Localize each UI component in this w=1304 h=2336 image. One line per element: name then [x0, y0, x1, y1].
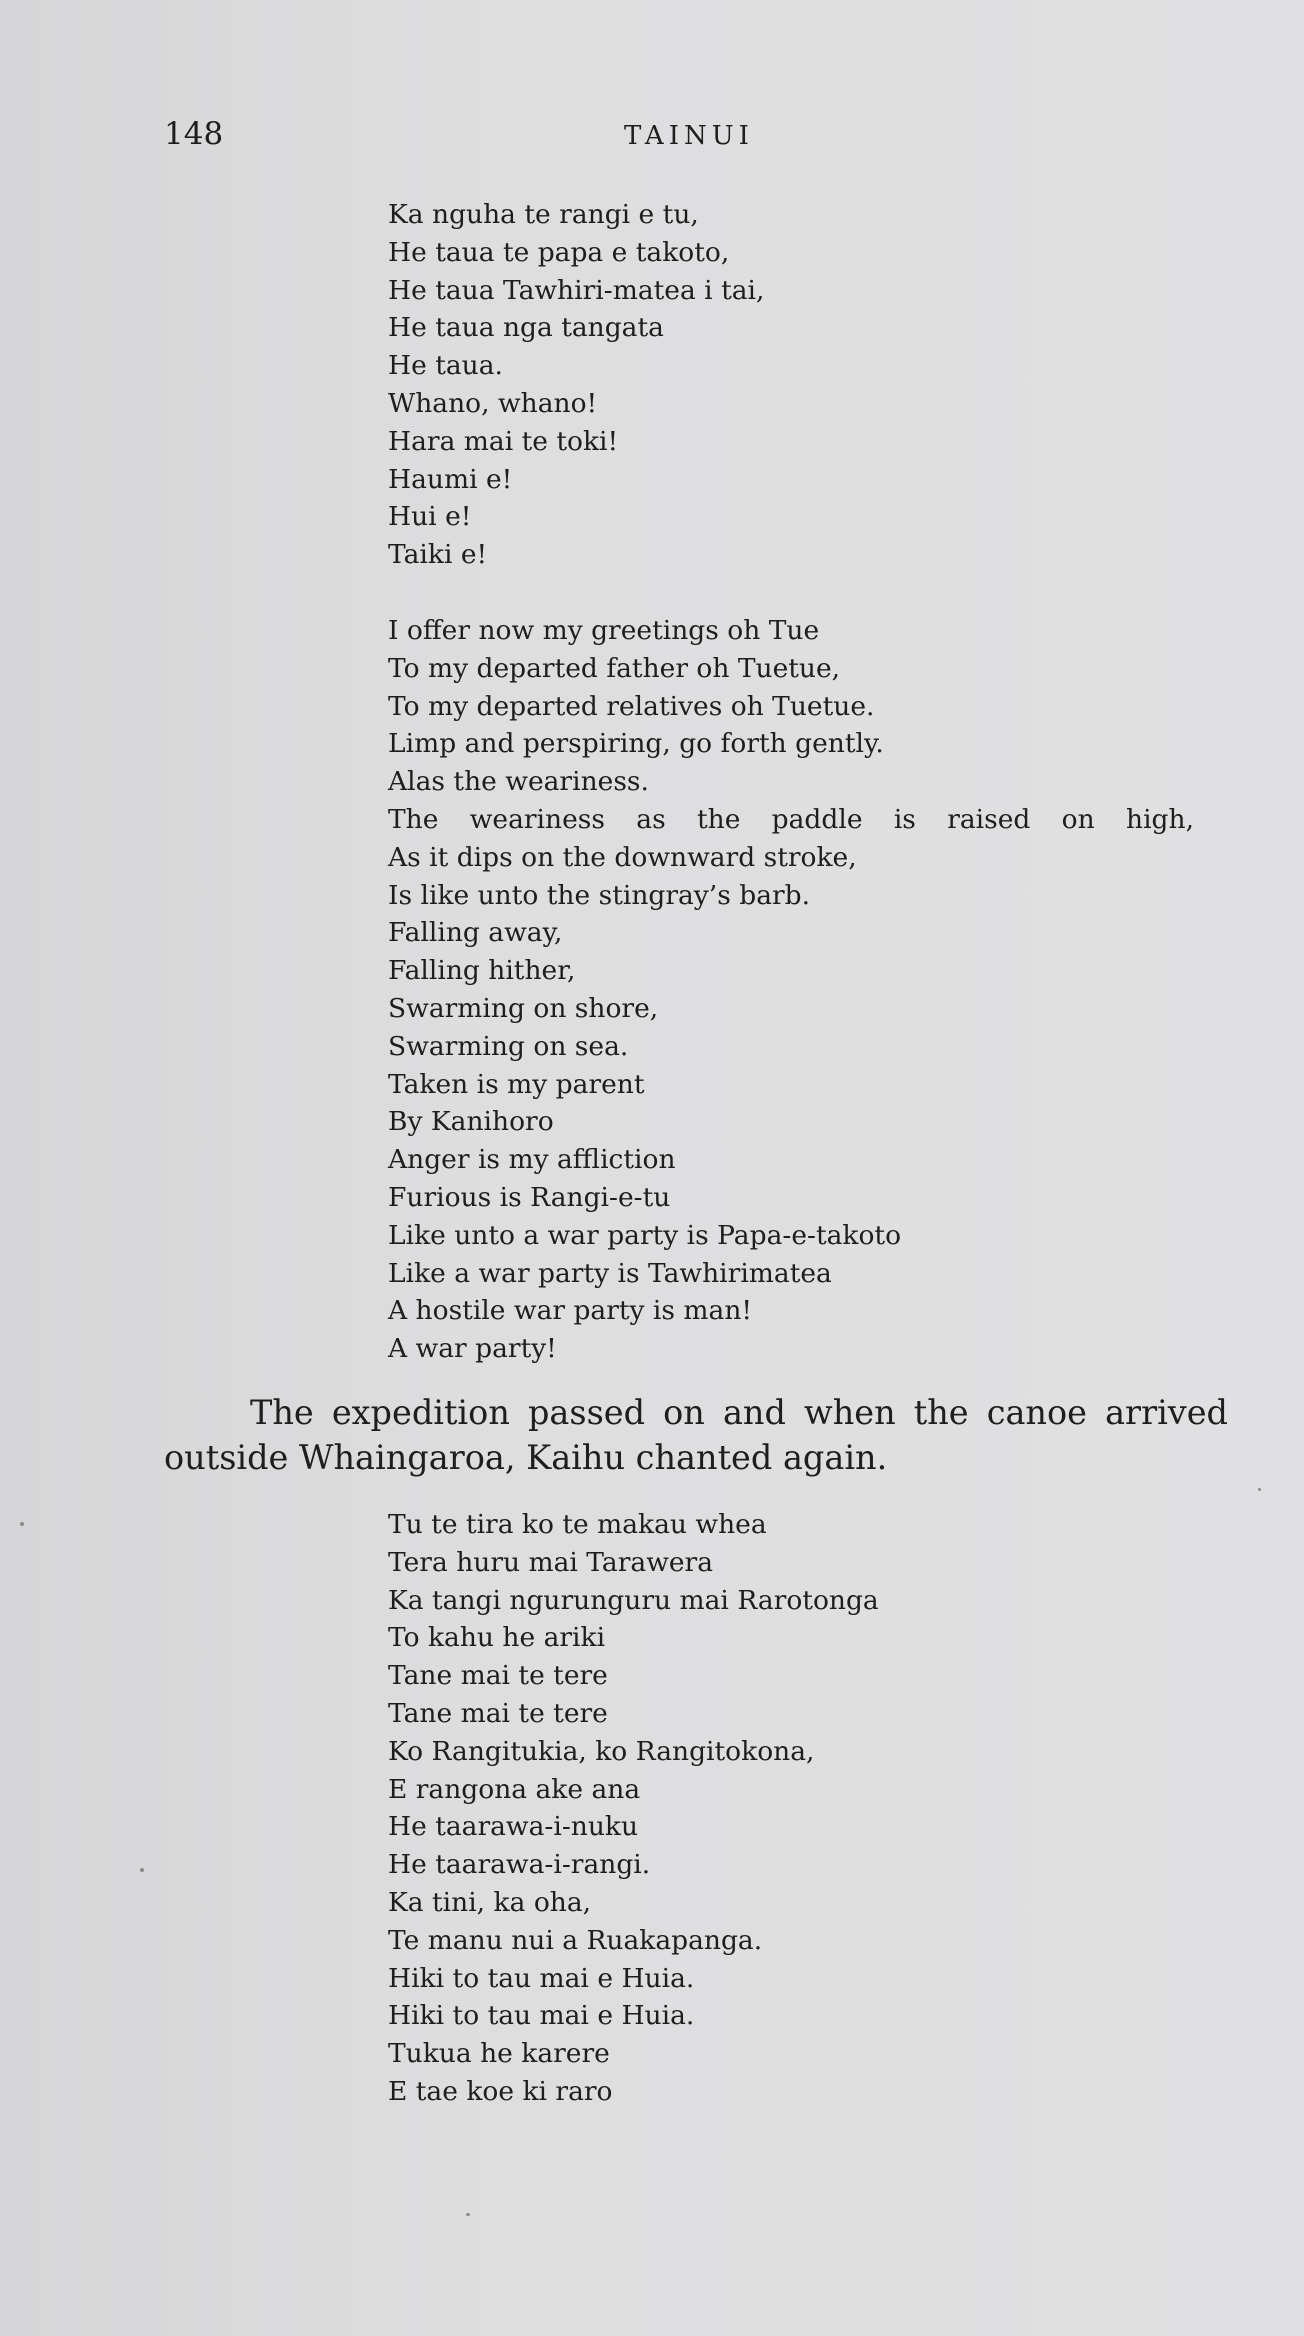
narrative-paragraph: [164, 1390, 1228, 1480]
verse-line: Ko Rangitukia, ko Rangitokona,: [388, 1735, 815, 1767]
verse-line: To my departed father oh Tuetue,: [388, 652, 841, 684]
paper-speck: [1258, 1488, 1261, 1491]
verse-line: Tera huru mai Tarawera: [388, 1546, 714, 1578]
chant-maori-2: [388, 1506, 879, 2111]
verse-line: Whano, whano!: [388, 387, 598, 419]
verse-line: He taua Tawhiri-matea i tai,: [388, 274, 765, 306]
verse-line: Ka nguha te rangi e tu,: [388, 199, 699, 230]
paper-speck: [140, 1868, 144, 1872]
verse-line: Limp and perspiring, go forth gently.: [388, 728, 884, 760]
running-title: TAINUI: [624, 121, 754, 151]
paper-speck: [20, 1522, 24, 1526]
verse-line: He taua te papa e takoto,: [388, 236, 730, 268]
verse-line: Tane mai te tere: [388, 1697, 608, 1729]
verse-line: Hui e!: [388, 501, 472, 533]
verse-line: Furious is Rangi-e-tu: [388, 1181, 671, 1213]
verse-line: He taua.: [388, 350, 503, 382]
verse-line: Tu te tira ko te makau whea: [388, 1509, 767, 1540]
paper-speck: [466, 2213, 470, 2216]
verse-line: I offer now my greetings oh Tue: [388, 615, 820, 646]
verse-line: Alas the weariness.: [388, 766, 649, 798]
paragraph-line: The expedition passed on and when the canoe arrived: [250, 1393, 1228, 1432]
chant-maori-1: [388, 196, 764, 574]
verse-line: Hiki to tau mai e Huia.: [388, 1962, 695, 1994]
verse-line: Te manu nui a Ruakapanga.: [388, 1924, 763, 1956]
verse-line: E rangona ake ana: [388, 1773, 641, 1805]
verse-line: Haumi e!: [388, 463, 513, 495]
verse-line: A war party!: [388, 1333, 557, 1365]
verse-line: Is like unto the stingray’s barb.: [388, 879, 811, 911]
verse-line: As it dips on the downward stroke,: [388, 841, 857, 873]
verse-line: To my departed relatives oh Tuetue.: [388, 690, 875, 722]
verse-line: To kahu he ariki: [388, 1622, 606, 1654]
verse-line: Like a war party is Tawhirimatea: [388, 1257, 832, 1289]
verse-line: E tae koe ki raro: [388, 2075, 613, 2107]
verse-line: Tane mai te tere: [388, 1660, 608, 1692]
verse-line: Anger is my affliction: [388, 1144, 676, 1176]
verse-line: Ka tini, ka oha,: [388, 1886, 592, 1918]
verse-line: He taarawa-i-nuku: [388, 1811, 639, 1843]
verse-line: Taiki e!: [388, 539, 488, 571]
verse-line: Swarming on sea.: [388, 1030, 629, 1062]
verse-line: He taarawa-i-rangi.: [388, 1849, 651, 1881]
verse-line: A hostile war party is man!: [388, 1295, 753, 1327]
verse-line: Like unto a war party is Papa-e-takoto: [388, 1219, 902, 1251]
page-number: 148: [164, 116, 224, 152]
verse-line: He taua nga tangata: [388, 312, 664, 344]
verse-line: Hara mai te toki!: [388, 425, 619, 457]
verse-line: Ka tangi ngurunguru mai Rarotonga: [388, 1584, 879, 1616]
paragraph-line: outside Whaingaroa, Kaihu chanted again.: [164, 1438, 888, 1477]
chant-translation: [388, 612, 1194, 1368]
verse-line: By Kanihoro: [388, 1106, 554, 1138]
verse-line: Falling away,: [388, 917, 563, 949]
verse-line: Hiki to tau mai e Huia.: [388, 2000, 695, 2032]
verse-line: Tukua he karere: [388, 2038, 610, 2070]
verse-line: Taken is my parent: [388, 1068, 645, 1100]
verse-line: The weariness as the paddle is raised on high,: [388, 803, 1194, 835]
verse-line: Swarming on shore,: [388, 992, 659, 1024]
verse-line: Falling hither,: [388, 955, 576, 987]
